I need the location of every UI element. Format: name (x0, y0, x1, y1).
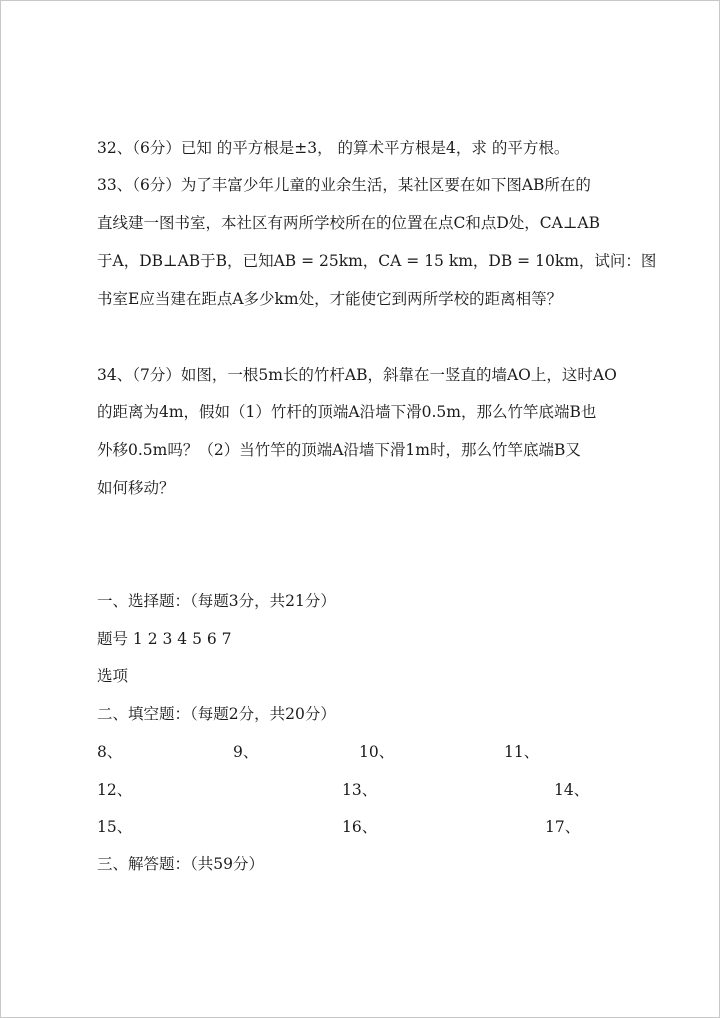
section-1-title: 一、选择题：（每题3分，共21分） (97, 592, 336, 610)
section-2-title: 二、填空题：（每题2分，共20分） (97, 705, 336, 723)
blank-11-label: 11、 (504, 743, 540, 761)
section-3-title: 三、解答题：（共59分） (97, 855, 264, 873)
question-34-line-3: 外移0.5m吗？（2）当竹竿的顶端A沿墙下滑1m时，那么竹竿底端B又 (97, 441, 581, 459)
blank-9-label: 9、 (233, 743, 259, 761)
blank-8-label: 8、 (97, 743, 123, 761)
blank-14-label: 14、 (554, 781, 590, 799)
question-34-line-2: 的距离为4m，假如（1）竹杆的顶端A沿墙下滑0.5m，那么竹竿底端B也 (97, 403, 597, 421)
question-34-line-1: 34、（7分）如图，一根5m长的竹杆AB，斜靠在一竖直的墙AO上，这时AO (97, 366, 617, 384)
blank-12-label: 12、 (97, 781, 133, 799)
question-34-line-4: 如何移动？ (97, 479, 175, 497)
blank-13-label: 13、 (342, 781, 378, 799)
question-33-line-1: 33、（6分）为了丰富少年儿童的业余生活，某社区要在如下图AB所在的 (97, 176, 591, 194)
answer-grid-header-row: 题号 1 2 3 4 5 6 7 (97, 630, 232, 648)
question-33-line-2: 直线建一图书室，本社区有两所学校所在的位置在点C和点D处，CA⊥AB (97, 214, 601, 232)
blank-17-label: 17、 (545, 818, 581, 836)
question-33-line-4: 书室E应当建在距点A多少km处，才能使它到两所学校的距离相等？ (97, 290, 563, 308)
question-33-line-3: 于A，DB⊥AB于B，已知AB = 25km，CA = 15 km，DB = 10km，试问：图 (97, 252, 657, 270)
answer-grid-options-row: 选项 (97, 667, 129, 685)
blank-16-label: 16、 (342, 818, 378, 836)
blank-15-label: 15、 (97, 818, 133, 836)
question-32-line-1: 32、（6分）已知 的平方根是±3， 的算术平方根是4，求 的平方根。 (97, 139, 570, 157)
blank-10-label: 10、 (359, 743, 395, 761)
